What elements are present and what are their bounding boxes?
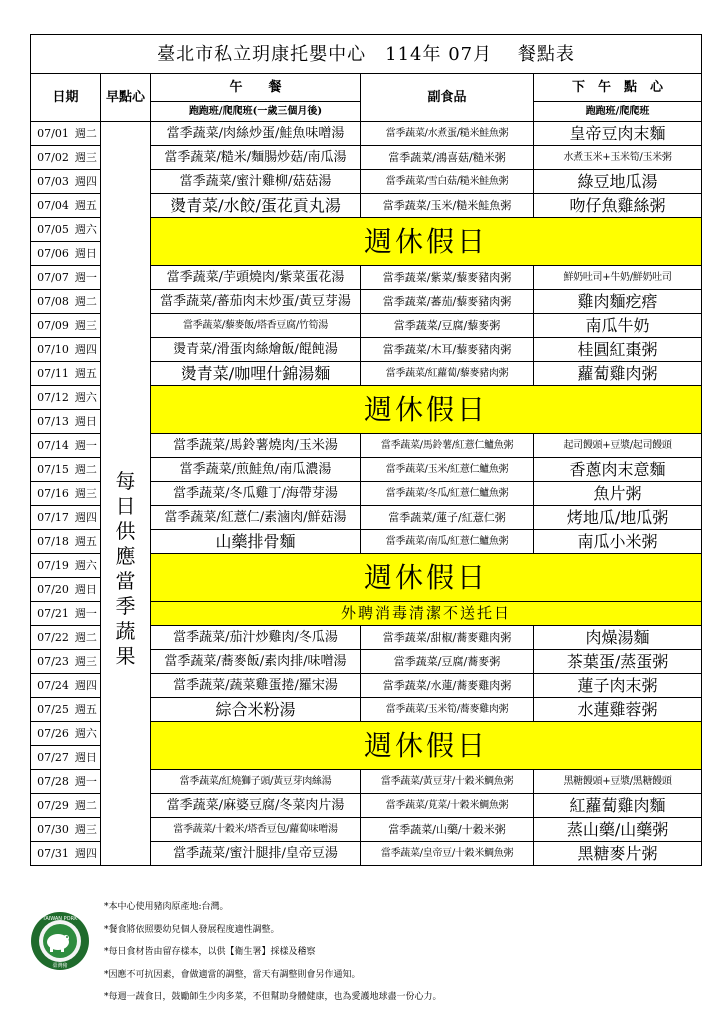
lunch-cell: 當季蔬菜/十穀米/塔香豆包/蘿蔔味噌湯 xyxy=(151,818,361,842)
side-dish-cell: 當季蔬菜/水煮蛋/糙米鮭魚粥 xyxy=(361,122,534,146)
date-text: 07/22 xyxy=(37,631,69,644)
note-line: *因應不可抗因素，會做適當的調整，當天有調整則會另作通知。 xyxy=(104,969,361,980)
header-breakfast: 早點心 xyxy=(101,74,151,122)
weekday-text: 週一 xyxy=(74,271,97,284)
date-text: 07/11 xyxy=(37,367,69,380)
date-text: 07/14 xyxy=(37,439,69,452)
weekday-text: 週三 xyxy=(74,823,97,836)
date-cell xyxy=(31,482,101,506)
header-snack: 下 午 點 心 xyxy=(534,74,702,102)
lunch-cell: 當季蔬菜/蕃茄肉末炒蛋/黃豆芽湯 xyxy=(151,290,361,314)
date-text: 07/16 xyxy=(37,487,69,500)
header-date: 日期 xyxy=(31,74,101,122)
weekday-text: 週二 xyxy=(74,295,97,308)
snack-cell: 水蓮雞蓉粥 xyxy=(534,698,702,722)
header-side: 副食品 xyxy=(361,74,534,122)
weekday-text: 週日 xyxy=(74,247,97,260)
breakfast-char: 當 xyxy=(115,568,136,593)
side-dish-cell: 當季蔬菜/雪白菇/糙米鮭魚粥 xyxy=(361,170,534,194)
side-dish-cell: 當季蔬菜/玉米筍/蕎麥雞肉粥 xyxy=(361,698,534,722)
date-text: 07/31 xyxy=(37,847,69,860)
date-text: 07/20 xyxy=(37,583,69,596)
notice-banner: 外聘消毒清潔不送托日 xyxy=(151,602,702,626)
date-text: 07/05 xyxy=(37,223,69,236)
date-cell xyxy=(31,218,101,242)
date-text: 07/13 xyxy=(37,415,69,428)
weekday-text: 週日 xyxy=(74,751,97,764)
date-text: 07/18 xyxy=(37,535,69,548)
snack-cell: 桂圓紅棗粥 xyxy=(534,338,702,362)
date-cell xyxy=(31,290,101,314)
date-cell xyxy=(31,170,101,194)
snack-cell: 肉燥湯麵 xyxy=(534,626,702,650)
lunch-cell: 當季蔬菜/紅薏仁/素滷肉/鮮菇湯 xyxy=(151,506,361,530)
side-dish-cell: 當季蔬菜/莧菜/十穀米鯛魚粥 xyxy=(361,794,534,818)
date-text: 07/26 xyxy=(37,727,69,740)
logo-top-text: TAIWAN PORK xyxy=(42,916,78,922)
snack-cell: 起司饅頭+豆漿/起司饅頭 xyxy=(534,434,702,458)
date-cell xyxy=(31,458,101,482)
date-cell xyxy=(31,698,101,722)
header-row xyxy=(31,74,702,102)
breakfast-char: 應 xyxy=(115,543,136,568)
lunch-cell: 當季蔬菜/藜麥飯/塔香豆腐/竹筍湯 xyxy=(151,314,361,338)
date-cell xyxy=(31,794,101,818)
date-cell xyxy=(31,842,101,866)
side-dish-cell: 當季蔬菜/紅蘿蔔/藜麥豬肉粥 xyxy=(361,362,534,386)
snack-cell: 雞肉麵疙瘩 xyxy=(534,290,702,314)
side-dish-cell: 當季蔬菜/蕃茄/藜麥豬肉粥 xyxy=(361,290,534,314)
date-cell xyxy=(31,674,101,698)
weekday-text: 週五 xyxy=(74,703,97,716)
lunch-cell: 綜合米粉湯 xyxy=(151,698,361,722)
note-line: *每週一蔬食日，鼓勵師生少肉多菜，不但幫助身體健康，也為愛護地球盡一份心力。 xyxy=(104,992,442,1002)
snack-cell: 茶葉蛋/蒸蛋粥 xyxy=(534,650,702,674)
snack-cell: 南瓜小米粥 xyxy=(534,530,702,554)
date-cell xyxy=(31,338,101,362)
weekday-text: 週四 xyxy=(74,175,97,188)
date-cell xyxy=(31,386,101,410)
weekday-text: 週二 xyxy=(74,463,97,476)
weekday-text: 週一 xyxy=(74,439,97,452)
date-text: 07/10 xyxy=(37,343,69,356)
note-line: *餐食將依照嬰幼兒個人發展程度適性調整。 xyxy=(104,924,280,935)
side-dish-cell: 當季蔬菜/甜椒/蕎麥雞肉粥 xyxy=(361,626,534,650)
lunch-cell: 當季蔬菜/茄汁炒雞肉/冬瓜湯 xyxy=(151,626,361,650)
date-text: 07/27 xyxy=(37,751,69,764)
snack-cell: 香蔥肉末意麵 xyxy=(534,458,702,482)
date-text: 07/19 xyxy=(37,559,69,572)
snack-cell: 水煮玉米+玉米筍/玉米粥 xyxy=(534,146,702,170)
snack-cell: 皇帝豆肉末麵 xyxy=(534,122,702,146)
lunch-cell: 當季蔬菜/肉絲炒蛋/鮭魚味噌湯 xyxy=(151,122,361,146)
side-dish-cell: 當季蔬菜/皇帝豆/十穀米鯛魚粥 xyxy=(361,842,534,866)
weekday-text: 週六 xyxy=(74,727,97,740)
weekday-text: 週四 xyxy=(74,343,97,356)
lunch-cell: 當季蔬菜/蔬菜雞蛋捲/羅宋湯 xyxy=(151,674,361,698)
snack-cell: 蓮子肉末粥 xyxy=(534,674,702,698)
date-cell xyxy=(31,650,101,674)
breakfast-char: 蔬 xyxy=(115,618,136,643)
snack-cell: 烤地瓜/地瓜粥 xyxy=(534,506,702,530)
side-dish-cell: 當季蔬菜/玉米/紅薏仁鱸魚粥 xyxy=(361,458,534,482)
date-text: 07/25 xyxy=(37,703,69,716)
date-cell xyxy=(31,410,101,434)
date-cell xyxy=(31,362,101,386)
weekday-text: 週一 xyxy=(74,775,97,788)
holiday-banner: 週休假日 xyxy=(151,554,702,602)
side-dish-cell: 當季蔬菜/紫菜/藜麥豬肉粥 xyxy=(361,266,534,290)
side-dish-cell: 當季蔬菜/馬鈴薯/紅薏仁鱸魚粥 xyxy=(361,434,534,458)
snack-cell: 鮮奶吐司+牛奶/鮮奶吐司 xyxy=(534,266,702,290)
side-dish-cell: 當季蔬菜/鴻喜菇/糙米粥 xyxy=(361,146,534,170)
weekday-text: 週四 xyxy=(74,847,97,860)
breakfast-note xyxy=(101,469,150,669)
side-dish-cell: 當季蔬菜/玉米/糙米鮭魚粥 xyxy=(361,194,534,218)
weekday-text: 週四 xyxy=(74,679,97,692)
lunch-cell: 當季蔬菜/麻婆豆腐/冬菜肉片湯 xyxy=(151,794,361,818)
snack-cell: 紅蘿蔔雞肉麵 xyxy=(534,794,702,818)
breakfast-char: 供 xyxy=(115,518,136,543)
table-row xyxy=(31,122,702,146)
holiday-banner: 週休假日 xyxy=(151,218,702,266)
date-text: 07/04 xyxy=(37,199,69,212)
lunch-cell: 當季蔬菜/馬鈴薯燒肉/玉米湯 xyxy=(151,434,361,458)
weekday-text: 週一 xyxy=(74,607,97,620)
side-dish-cell: 當季蔬菜/豆腐/蕎麥粥 xyxy=(361,650,534,674)
weekday-text: 週五 xyxy=(74,535,97,548)
weekday-text: 週二 xyxy=(74,799,97,812)
weekday-text: 週六 xyxy=(74,223,97,236)
weekday-text: 週五 xyxy=(74,199,97,212)
header-lunch-sub: 跑跑班/爬爬班(一歲三個月後) xyxy=(151,102,361,122)
side-dish-cell: 當季蔬菜/豆腐/藜麥粥 xyxy=(361,314,534,338)
date-cell xyxy=(31,770,101,794)
taiwan-pork-logo xyxy=(30,911,90,975)
side-dish-cell: 當季蔬菜/蓮子/紅薏仁粥 xyxy=(361,506,534,530)
snack-cell: 蘿蔔雞肉粥 xyxy=(534,362,702,386)
lunch-cell: 燙青菜/水餃/蛋花貢丸湯 xyxy=(151,194,361,218)
date-text: 07/12 xyxy=(37,391,69,404)
snack-cell: 南瓜牛奶 xyxy=(534,314,702,338)
page-title: 臺北市私立玥康托嬰中心 114年 07月 餐點表 xyxy=(31,35,702,74)
date-text: 07/17 xyxy=(37,511,69,524)
breakfast-char: 日 xyxy=(115,493,136,518)
side-dish-cell: 當季蔬菜/山藥/十穀米粥 xyxy=(361,818,534,842)
lunch-cell: 山藥排骨麵 xyxy=(151,530,361,554)
snack-cell: 黑糖麥片粥 xyxy=(534,842,702,866)
breakfast-char: 季 xyxy=(115,593,136,618)
date-text: 07/24 xyxy=(37,679,69,692)
lunch-cell: 當季蔬菜/蜜汁雞柳/菇菇湯 xyxy=(151,170,361,194)
date-cell xyxy=(31,506,101,530)
weekday-text: 週六 xyxy=(74,559,97,572)
weekday-text: 週三 xyxy=(74,487,97,500)
breakfast-cell xyxy=(101,122,151,866)
date-cell xyxy=(31,194,101,218)
holiday-banner: 週休假日 xyxy=(151,386,702,434)
holiday-banner: 週休假日 xyxy=(151,722,702,770)
date-text: 07/07 xyxy=(37,271,69,284)
date-cell xyxy=(31,722,101,746)
date-text: 07/09 xyxy=(37,319,69,332)
date-text: 07/21 xyxy=(37,607,69,620)
lunch-cell: 當季蔬菜/冬瓜雞丁/海帶芽湯 xyxy=(151,482,361,506)
snack-cell: 黑糖饅頭+豆漿/黑糖饅頭 xyxy=(534,770,702,794)
date-cell xyxy=(31,602,101,626)
date-cell xyxy=(31,314,101,338)
title-row xyxy=(31,35,702,74)
date-cell xyxy=(31,122,101,146)
weekday-text: 週三 xyxy=(74,151,97,164)
date-cell xyxy=(31,746,101,770)
side-dish-cell: 當季蔬菜/南瓜/紅薏仁鱸魚粥 xyxy=(361,530,534,554)
snack-cell: 蒸山藥/山藥粥 xyxy=(534,818,702,842)
date-text: 07/08 xyxy=(37,295,69,308)
weekday-text: 週五 xyxy=(74,367,97,380)
weekday-text: 週二 xyxy=(74,127,97,140)
pig-icon xyxy=(30,911,90,971)
weekday-text: 週三 xyxy=(74,319,97,332)
lunch-cell: 燙青菜/滑蛋肉絲燴飯/餛飩湯 xyxy=(151,338,361,362)
weekday-text: 週日 xyxy=(74,415,97,428)
date-text: 07/02 xyxy=(37,151,69,164)
weekday-text: 週六 xyxy=(74,391,97,404)
lunch-cell: 當季蔬菜/蜜汁腿排/皇帝豆湯 xyxy=(151,842,361,866)
weekday-text: 週日 xyxy=(74,583,97,596)
side-dish-cell: 當季蔬菜/冬瓜/紅薏仁鱸魚粥 xyxy=(361,482,534,506)
header-lunch: 午 餐 xyxy=(151,74,361,102)
note-line: *每日食材皆由留存樣本，以供【衛生署】採樣及稽察 xyxy=(104,947,316,957)
date-cell xyxy=(31,818,101,842)
lunch-cell: 燙青菜/咖哩什錦湯麵 xyxy=(151,362,361,386)
weekday-text: 週四 xyxy=(74,511,97,524)
date-cell xyxy=(31,146,101,170)
notes-section xyxy=(104,896,704,1009)
breakfast-char: 果 xyxy=(115,643,136,668)
date-text: 07/06 xyxy=(37,247,69,260)
header-snack-sub: 跑跑班/爬爬班 xyxy=(534,102,702,122)
side-dish-cell: 當季蔬菜/木耳/藜麥豬肉粥 xyxy=(361,338,534,362)
lunch-cell: 當季蔬菜/紅燒獅子頭/黃豆芽肉絲湯 xyxy=(151,770,361,794)
date-cell xyxy=(31,530,101,554)
snack-cell: 綠豆地瓜湯 xyxy=(534,170,702,194)
lunch-cell: 當季蔬菜/芋頭燒肉/紫菜蛋花湯 xyxy=(151,266,361,290)
snack-cell: 魚片粥 xyxy=(534,482,702,506)
note-line: *本中心使用豬肉原產地:台灣。 xyxy=(104,902,229,912)
date-cell xyxy=(31,578,101,602)
lunch-cell: 當季蔬菜/煎鮭魚/南瓜濃湯 xyxy=(151,458,361,482)
date-cell xyxy=(31,266,101,290)
weekday-text: 週三 xyxy=(74,655,97,668)
side-dish-cell: 當季蔬菜/黃豆芽/十穀米鯛魚粥 xyxy=(361,770,534,794)
snack-cell: 吻仔魚雞絲粥 xyxy=(534,194,702,218)
date-cell xyxy=(31,242,101,266)
breakfast-char: 每 xyxy=(115,468,136,493)
side-dish-cell: 當季蔬菜/水蓮/蕎麥雞肉粥 xyxy=(361,674,534,698)
date-text: 07/03 xyxy=(37,175,69,188)
date-cell xyxy=(31,434,101,458)
date-text: 07/30 xyxy=(37,823,69,836)
date-text: 07/23 xyxy=(37,655,69,668)
date-text: 07/28 xyxy=(37,775,69,788)
date-cell xyxy=(31,554,101,578)
logo-bottom-text: 臺灣豬 xyxy=(52,963,68,969)
menu-table xyxy=(30,34,702,866)
date-cell xyxy=(31,626,101,650)
date-text: 07/01 xyxy=(37,127,69,140)
weekday-text: 週二 xyxy=(74,631,97,644)
lunch-cell: 當季蔬菜/糙米/麵腸炒菇/南瓜湯 xyxy=(151,146,361,170)
date-text: 07/29 xyxy=(37,799,69,812)
date-text: 07/15 xyxy=(37,463,69,476)
lunch-cell: 當季蔬菜/蕎麥飯/素肉排/味噌湯 xyxy=(151,650,361,674)
